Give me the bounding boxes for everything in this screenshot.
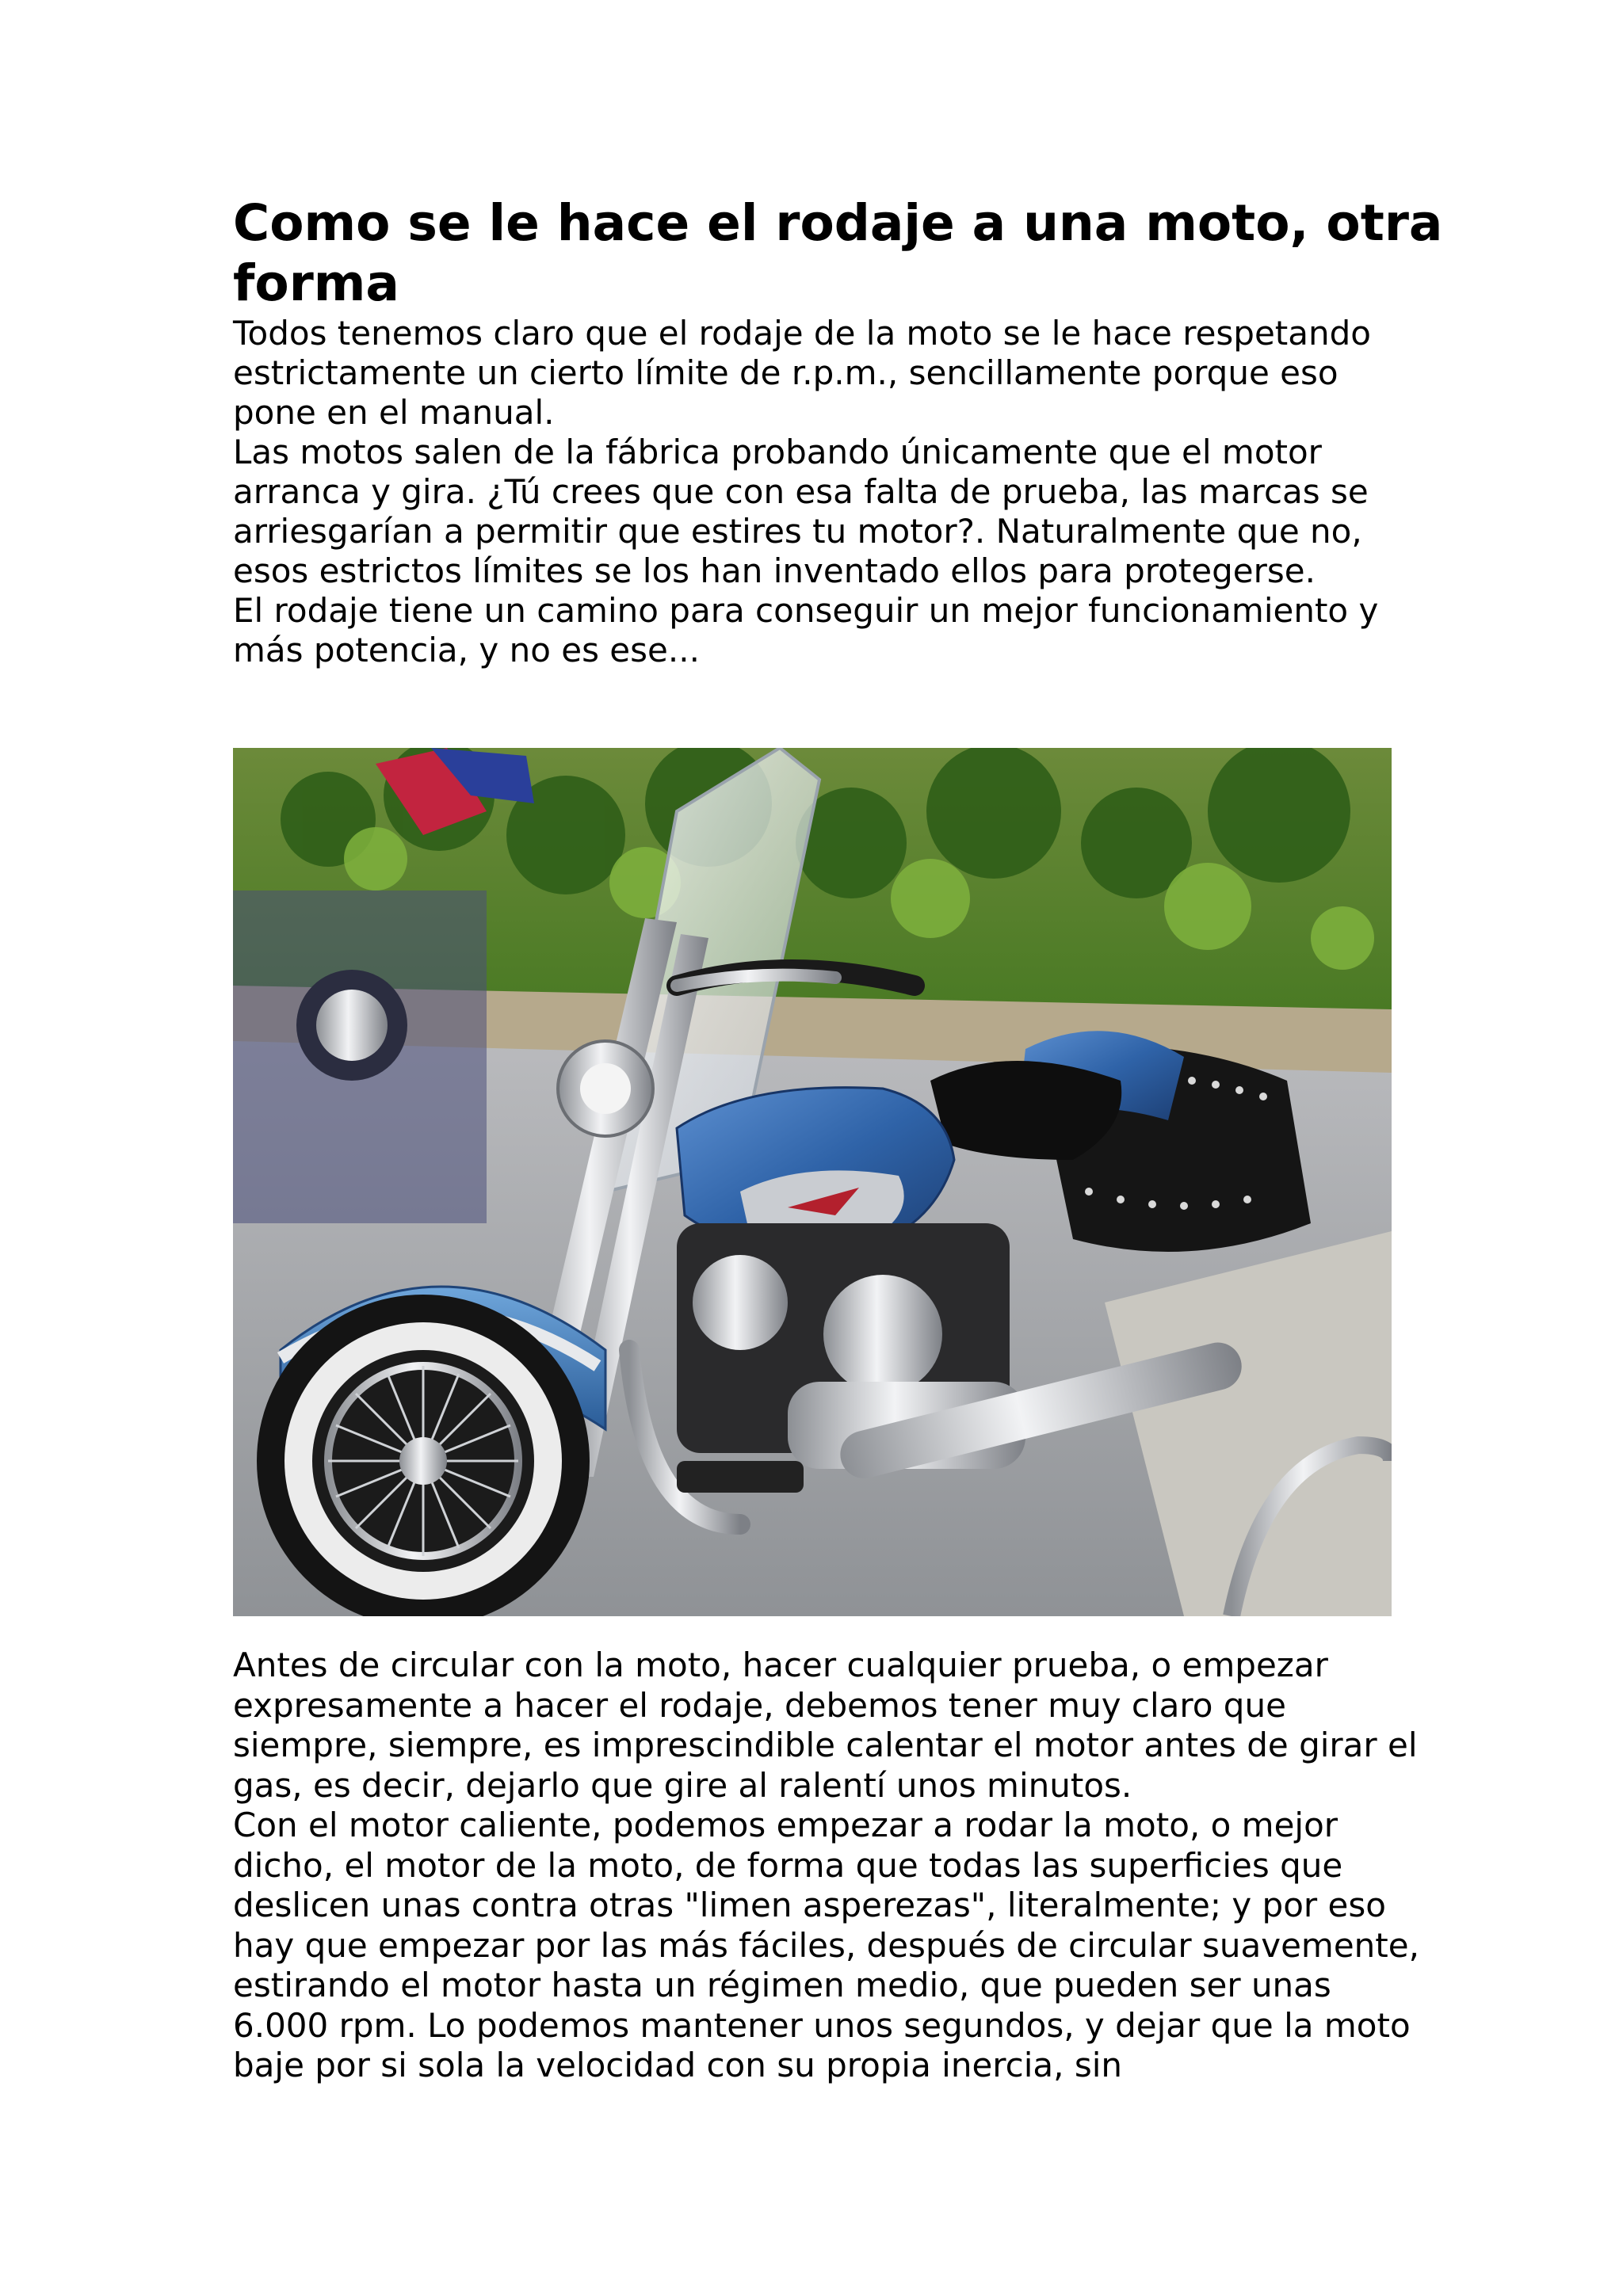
body-section xyxy=(233,1646,1422,2086)
article-title: Como se le hace el rodaje a una moto, otra forma xyxy=(233,194,1443,312)
motorcycle-photo xyxy=(233,748,1392,1616)
body-paragraph: Antes de circular con la moto, hacer cualquier prueba, o empezar expresamente a hacer el rodaje, debemos tener muy claro que siempre, siempre, es imprescindible calentar el motor antes de girar el gas, es decir, dejarlo que gire al ralentí unos minutos. xyxy=(233,1646,1418,1805)
intro-paragraph: Todos tenemos claro que el rodaje de la moto se le hace respetando estrictamente un cierto límite de r.p.m., sencillamente porque eso pone en el manual. xyxy=(233,314,1371,432)
intro-paragraph: El rodaje tiene un camino para conseguir un mejor funcionamiento y más potencia, y no es ese... xyxy=(233,591,1379,669)
body-paragraph: Con el motor caliente, podemos empezar a rodar la moto, o mejor dicho, el motor de la moto, de forma que todas las superficies que deslicen unas contra otras "limen asperezas", literalmente; y por eso hay que empezar por las más fáciles, después de circular suavemente, estirando el motor hasta un régimen medio, que pueden ser unas 6.000 rpm. Lo podemos mantener unos segundos, y dejar que la moto baje por si sola la velocidad con su propia inercia, sin xyxy=(233,1806,1419,2084)
intro-section xyxy=(233,314,1422,670)
intro-paragraph: Las motos salen de la fábrica probando únicamente que el motor arranca y gira. ¿Tú crees que con esa falta de prueba, las marcas se arriesgarían a permitir que estires tu motor?. Naturalmente que no, esos estrictos límites se los han inventado ellos para protegerse. xyxy=(233,433,1369,590)
